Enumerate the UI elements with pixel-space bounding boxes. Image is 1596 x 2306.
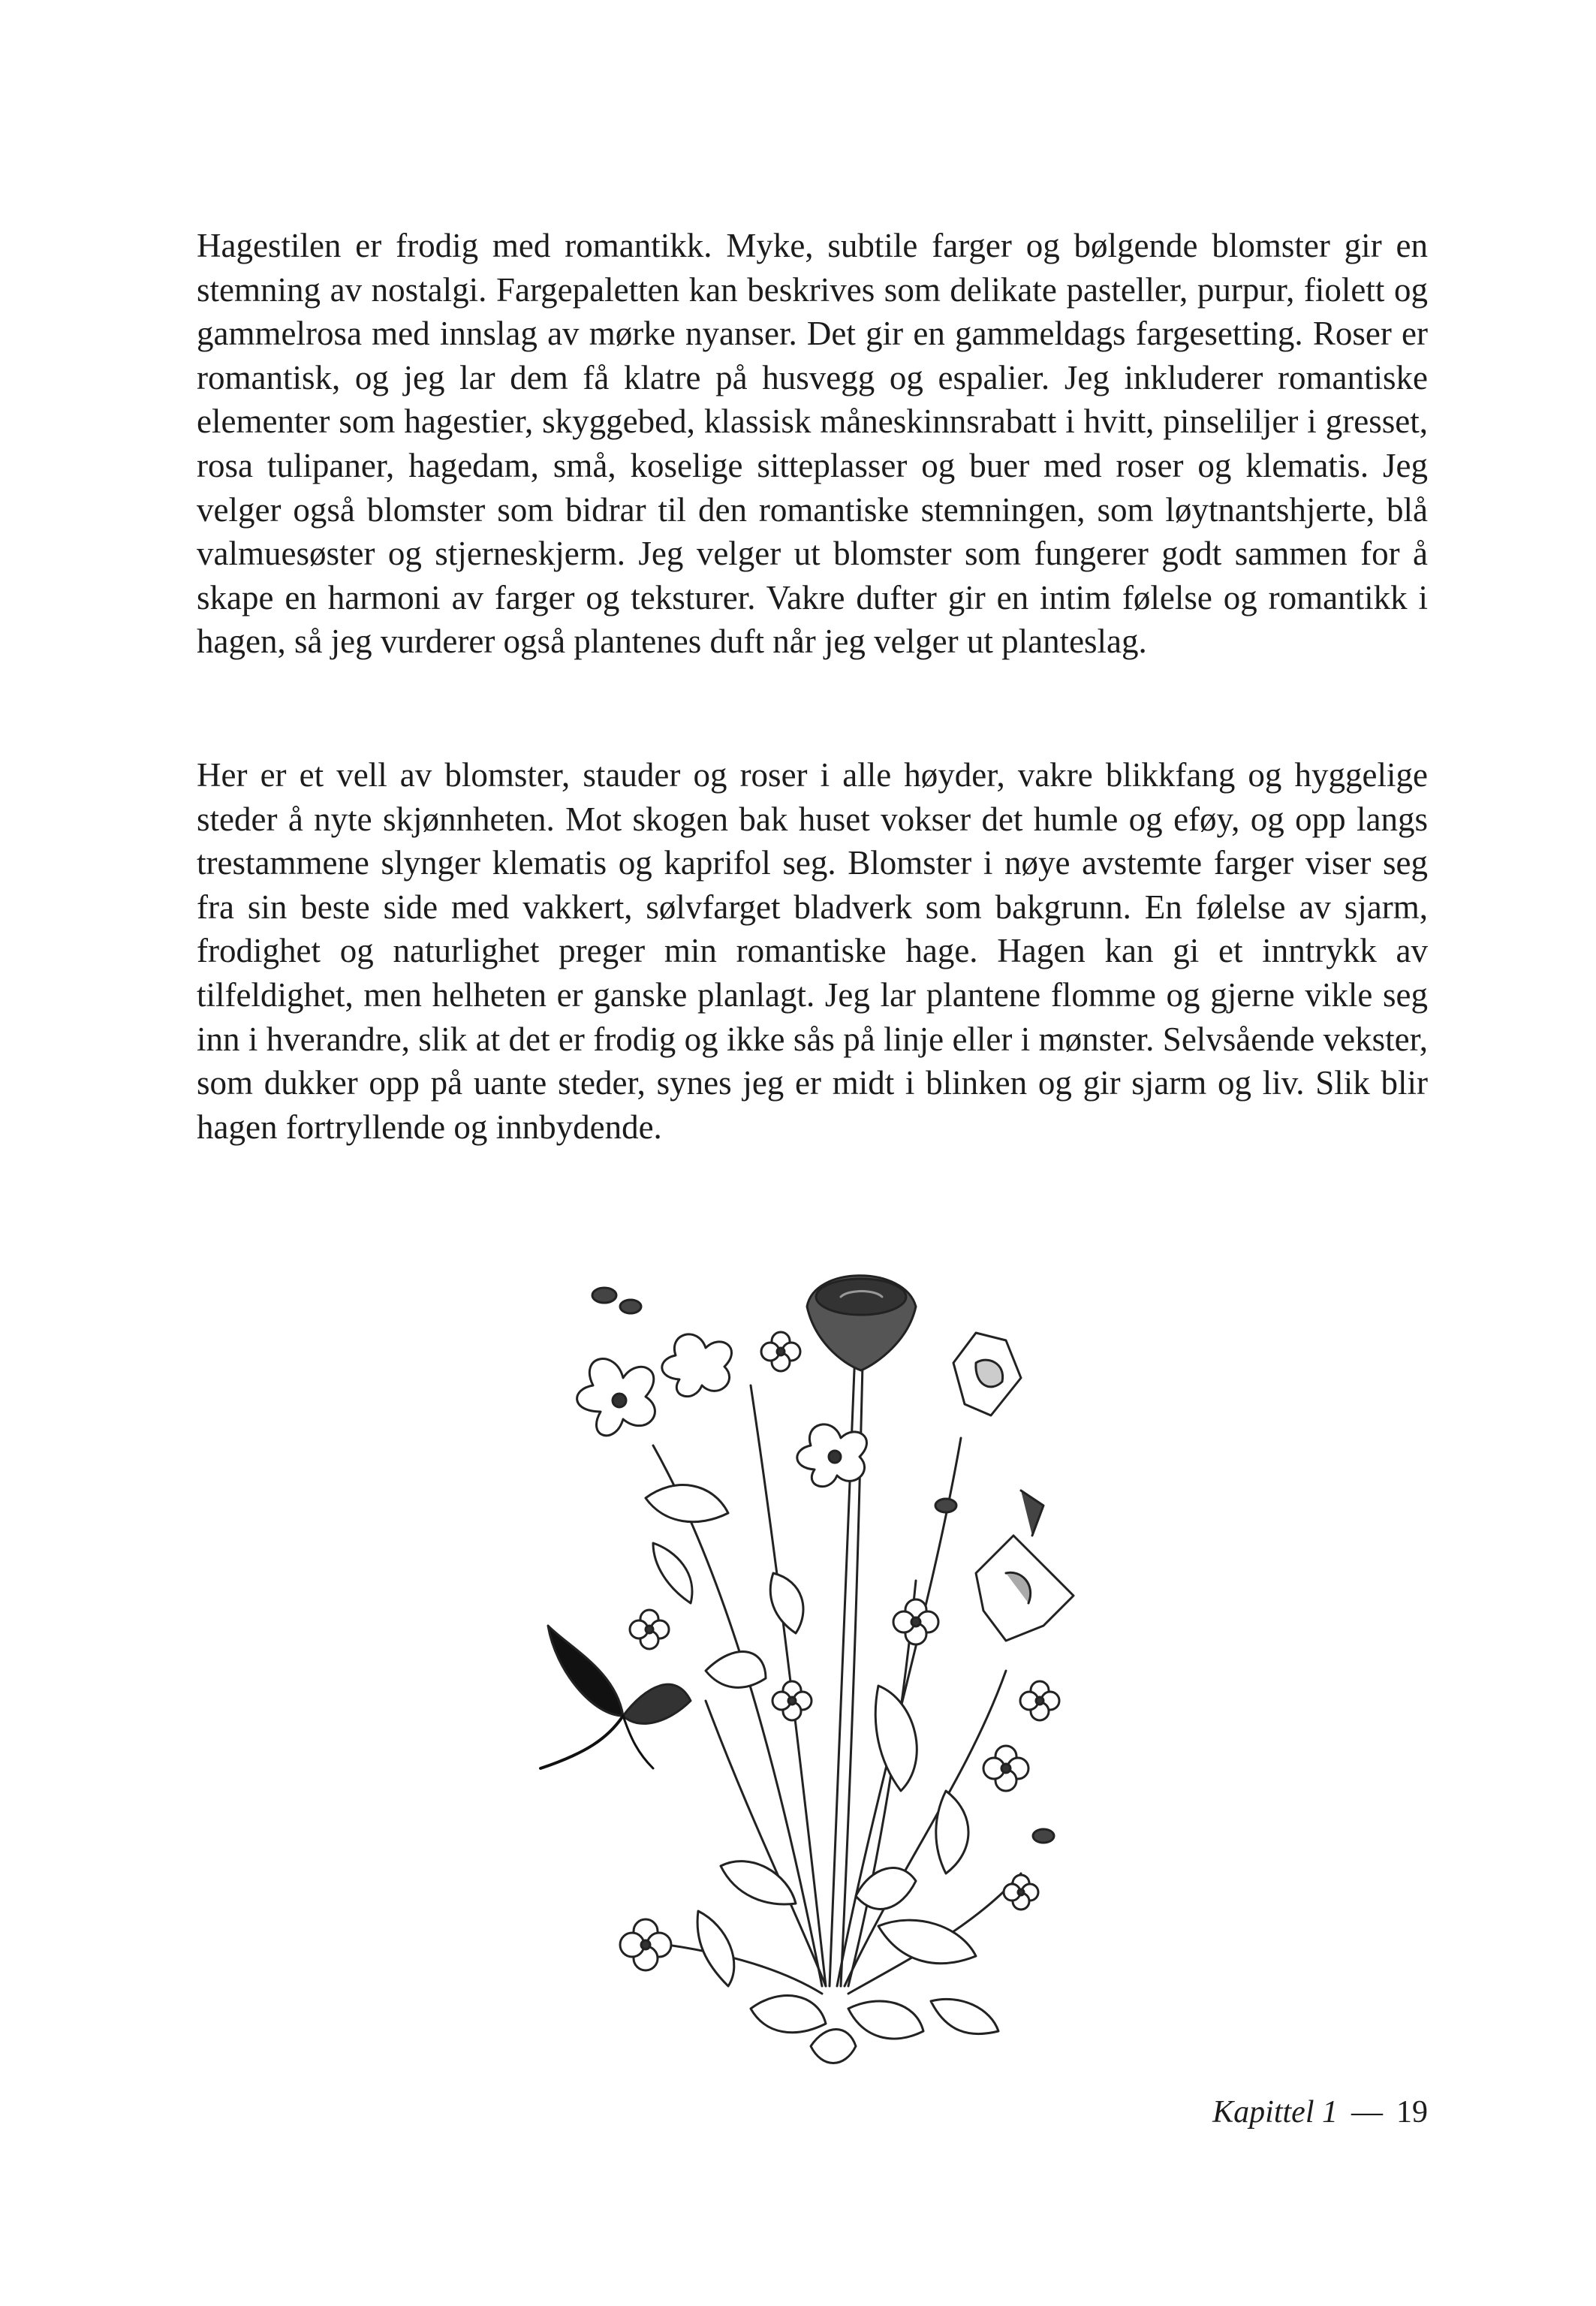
page-footer (1212, 2094, 1428, 2130)
lily-flower (976, 1491, 1074, 1641)
paragraph-1: Hagestilen er frodig med romantikk. Myke, subtile farger og bølgende blomster gir en stemning av nostalgi. Fargepaletten kan beskrives som delikate pasteller, purpur, fiolett og gammelrosa med innslag av mørke nyanser. Det gir en gammeldags fargesetting. Roser er romantisk, og jeg lar dem få klatre på husvegg og espalier. Jeg inkluderer romantiske elementer som hagestier, skyggebed, klassisk måneskinnsrabatt i hvitt, pinseliljer i gresset, rosa tulipaner, hagedam, små, koselige sitteplasser og buer med roser og klematis. Jeg velger også blomster som bidrar til den romantiske stemningen, som løytnantshjerte, blå valmuesøster og stjerneskjerm. Jeg velger ut blomster som fungerer godt sammen for å skape en harmoni av farger og teksturer. Vakre dufter gir en intim følelse og romantikk i hagen, så jeg vurderer også plantenes duft når jeg velger ut planteslag. (197, 227, 1428, 661)
cup-flower (807, 1276, 916, 1370)
page-number: 19 (1396, 2095, 1428, 2130)
butterfly (541, 1626, 691, 1768)
violet-flowers (577, 1334, 867, 1487)
chapter-label: Kapittel 1 (1212, 2095, 1338, 2130)
daffodil (953, 1333, 1021, 1415)
footer-separator: — (1351, 2095, 1383, 2130)
small-blossoms (620, 1332, 1059, 1970)
paragraph-2: Her er et vell av blomster, stauder og roser i alle høyder, vakre blikkfang og hyggelige steder å nyte skjønnheten. Mot skogen bak huset vokser det humle og eføy, og opp langs trestammene slynger klematis og kaprifol seg. Blomster i nøye avstemte farger viser seg fra sin beste side med vakkert, sølvfarget bladverk som bakgrunn. En følelse av sjarm, frodighet og naturlighet preger min romantiske hage. Hagen kan gi et inntrykk av tilfeldighet, men helheten er ganske planlagt. Jeg lar plantene flomme og gjerne vikle seg inn i hverandre, slik at det er frodig og ikke sås på linje eller i mønster. Selvsående vekster, som dukker opp på uante steder, synes jeg er midt i blinken og gir sjarm og liv. Slik blir hagen fortryllende og innbydende. (197, 756, 1428, 1146)
flower-bouquet-drawing-icon (525, 1250, 1126, 2219)
